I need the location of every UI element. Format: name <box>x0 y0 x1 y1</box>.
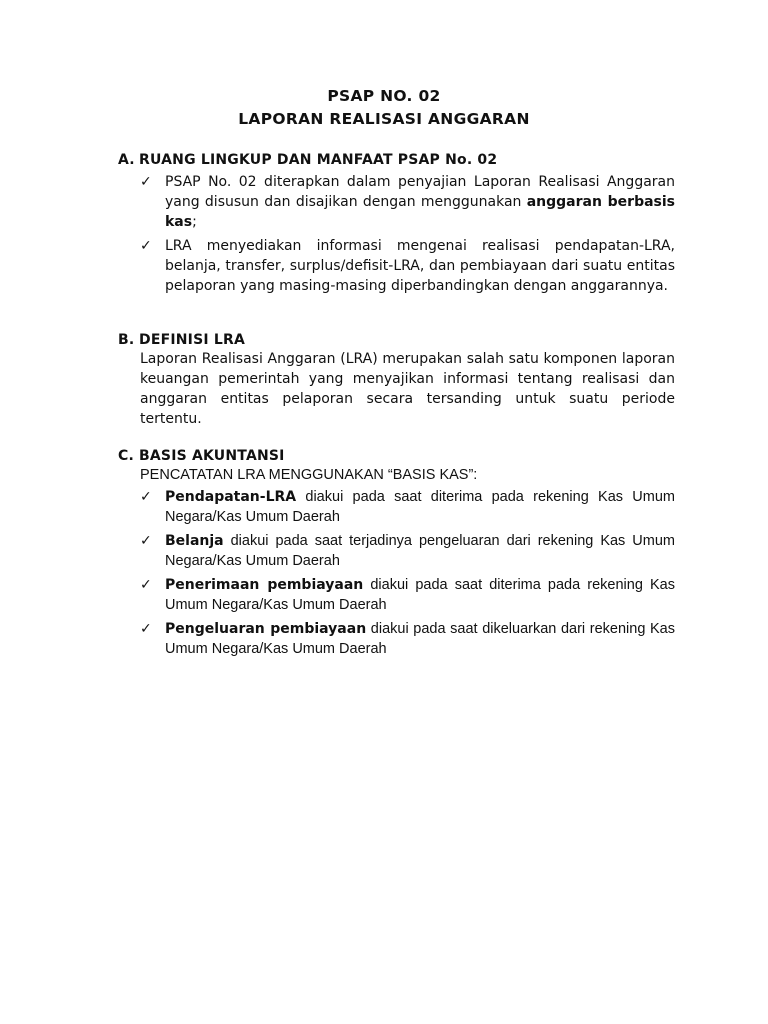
item-text: PSAP No. 02 diterapkan dalam penyajian Laporan Realisasi Anggaran yang disusun dan disajikan dengan menggunakan <box>165 174 675 210</box>
list-item <box>140 531 675 571</box>
item-bold-text: Pengeluaran pembiayaan <box>165 621 367 637</box>
section-b-paragraph: Laporan Realisasi Anggaran (LRA) merupakan salah satu komponen laporan keuangan pemerintah yang menyajikan informasi tentang realisasi dan anggaran entitas pelaporan secara tersanding untuk suatu periode tertentu. <box>140 351 675 427</box>
section-a-heading <box>118 152 497 168</box>
item-text: diakui pada saat terjadinya pengeluaran dari rekening Kas Umum Negara/Kas Umum Daerah <box>165 533 675 569</box>
checkmark-icon: ✓ <box>140 238 152 254</box>
section-letter: A. <box>118 152 135 168</box>
section-letter: B. <box>118 332 135 348</box>
checkmark-icon: ✓ <box>140 174 152 190</box>
document-subtitle: LAPORAN REALISASI ANGGARAN <box>238 110 530 128</box>
document-title: PSAP NO. 02 <box>327 87 441 105</box>
item-text: diakui pada saat dikeluarkan dari rekening Kas Umum Negara/Kas Umum Daerah <box>165 621 675 657</box>
section-a-list <box>140 172 675 300</box>
list-item <box>140 575 675 615</box>
item-bold-text: Pendapatan-LRA <box>165 489 297 505</box>
list-item <box>140 619 675 659</box>
section-b-heading <box>118 332 245 348</box>
checkmark-icon: ✓ <box>140 489 152 505</box>
item-text: LRA menyediakan informasi mengenai realisasi pendapatan-LRA, belanja, transfer, surplus/defisit-LRA, dan pembiayaan dari suatu entitas pelaporan yang masing-masing diperbandingkan dengan anggarannya. <box>165 238 675 294</box>
section-c-intro: PENCATATAN LRA MENGGUNAKAN “BASIS KAS”: <box>140 467 478 483</box>
section-c-heading <box>118 448 285 464</box>
item-bold-text: Penerimaan pembiayaan <box>165 577 364 593</box>
list-item <box>140 487 675 527</box>
section-c-list <box>140 465 675 663</box>
list-item <box>140 172 675 232</box>
section-title: DEFINISI LRA <box>139 332 245 348</box>
checkmark-icon: ✓ <box>140 621 152 637</box>
section-title: BASIS AKUNTANSI <box>139 448 285 464</box>
section-letter: C. <box>118 448 134 464</box>
section-title: RUANG LINGKUP DAN MANFAAT PSAP No. 02 <box>139 152 498 168</box>
item-text-end: ; <box>192 214 197 230</box>
item-bold-text: anggaran berbasis kas <box>165 194 675 230</box>
item-text: diakui pada saat diterima pada rekening Kas Umum Negara/Kas Umum Daerah <box>165 577 675 613</box>
list-item <box>140 236 675 296</box>
item-bold-text: Belanja <box>165 533 224 549</box>
item-text: diakui pada saat diterima pada rekening Kas Umum Negara/Kas Umum Daerah <box>165 489 675 525</box>
checkmark-icon: ✓ <box>140 577 152 593</box>
checkmark-icon: ✓ <box>140 533 152 549</box>
